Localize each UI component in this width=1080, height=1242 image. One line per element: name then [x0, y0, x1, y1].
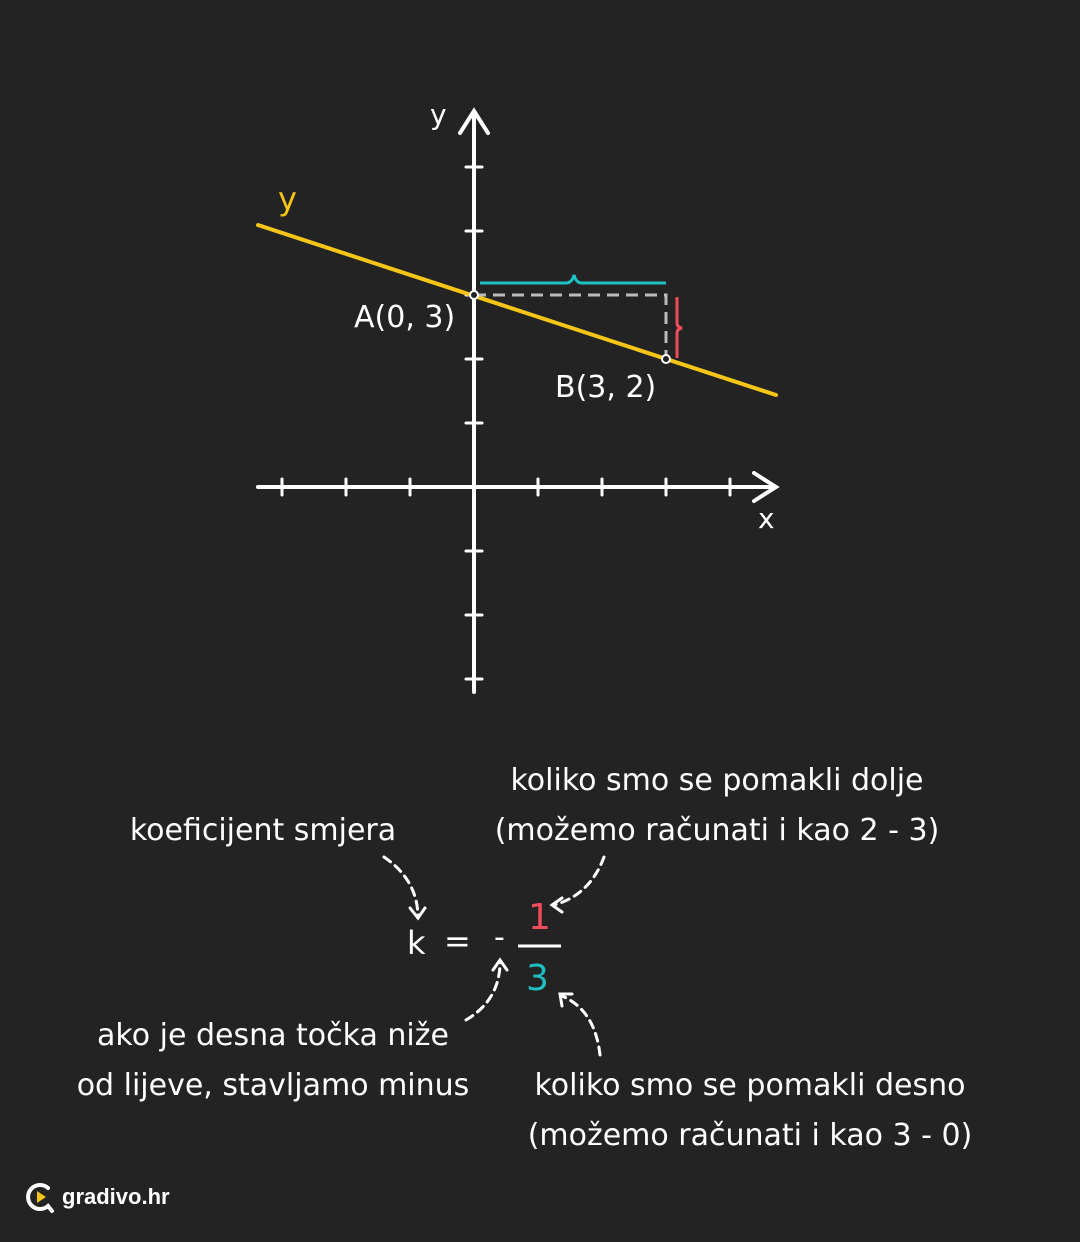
minus-note-line2: od lijeve, stavljamo minus	[76, 1068, 470, 1103]
formula-denominator: 3	[526, 958, 549, 999]
formula-minus: -	[494, 920, 505, 955]
brand-name: gradivo.hr	[62, 1184, 170, 1209]
x-axis	[258, 473, 776, 501]
y-axis	[460, 111, 488, 692]
right-note-line2: (možemo računati i kao 3 - 0)	[527, 1118, 973, 1153]
formula-k: k	[407, 924, 426, 962]
point-a-label: A(0, 3)	[354, 300, 456, 335]
x-axis-label: x	[758, 502, 775, 535]
down-note-line1: koliko smo se pomakli dolje	[510, 763, 924, 798]
rise-brace	[677, 297, 682, 358]
minus-note-line1: ako je desna točka niže	[97, 1018, 449, 1053]
point-b-label: B(3, 2)	[555, 370, 657, 405]
point-b-marker	[662, 355, 670, 363]
coefficient-note: koeficijent smjera	[129, 813, 397, 848]
formula-numerator: 1	[528, 897, 551, 938]
down-note-line2: (možemo računati i kao 2 - 3)	[494, 813, 940, 848]
gradivo-logo-icon	[24, 1180, 56, 1214]
brand-logo[interactable]	[24, 1180, 170, 1214]
line-label: y	[278, 180, 297, 218]
formula-equals: =	[444, 922, 471, 960]
point-a-marker	[470, 291, 478, 299]
function-line	[258, 225, 776, 395]
y-axis-label: y	[430, 98, 447, 131]
run-brace	[480, 275, 666, 283]
right-note-line1: koliko smo se pomakli desno	[534, 1068, 966, 1103]
